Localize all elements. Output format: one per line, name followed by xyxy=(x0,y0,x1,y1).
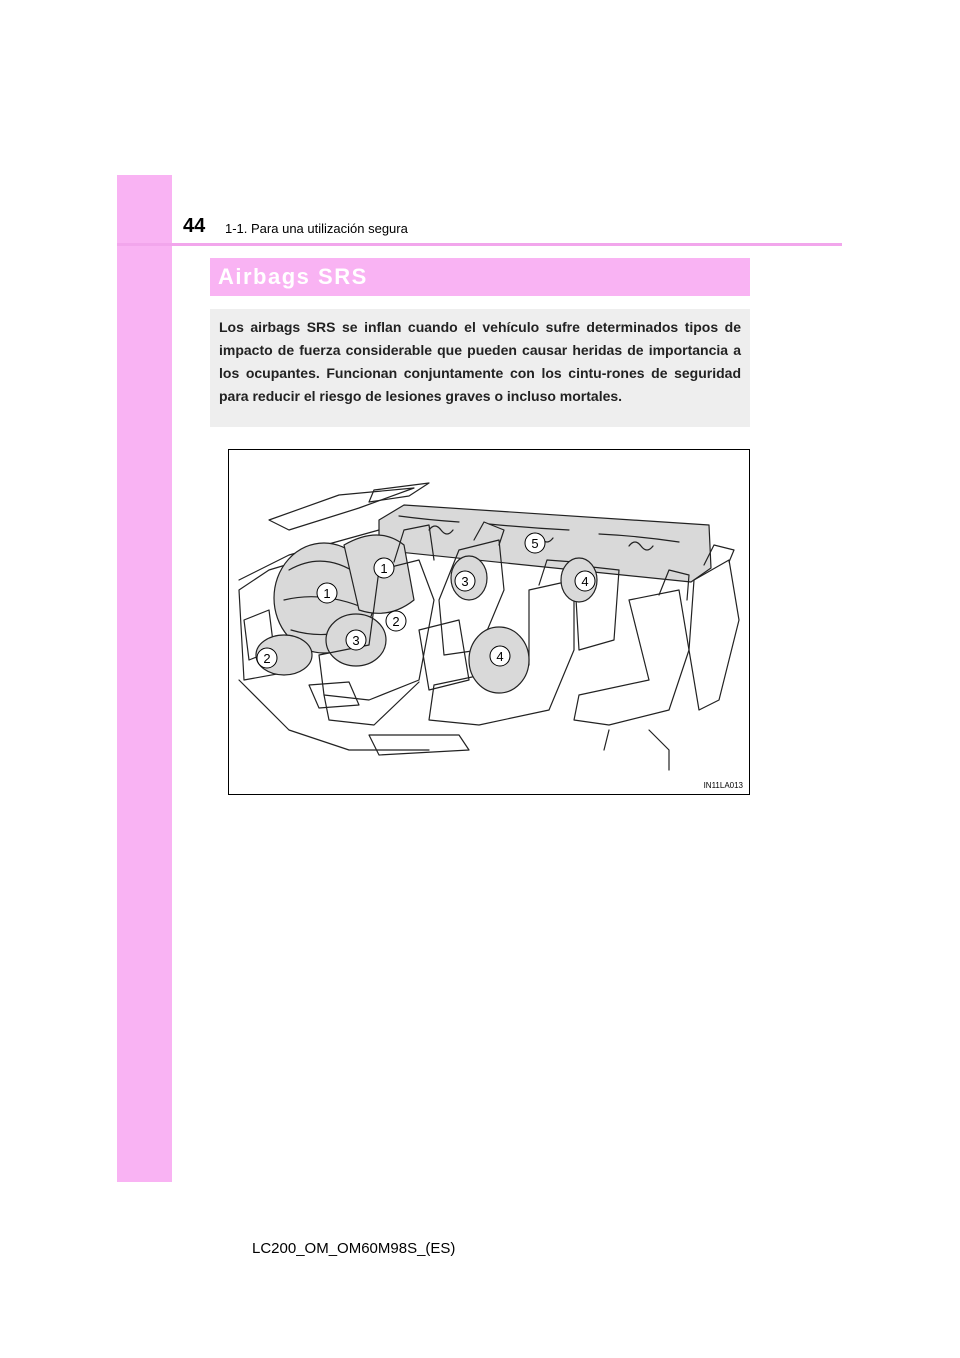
callout-2-lower xyxy=(257,648,277,668)
airbag-illustration xyxy=(228,449,750,795)
figure-code: IN11LA013 xyxy=(703,781,743,790)
callout-label: 4 xyxy=(496,649,504,664)
page-number: 44 xyxy=(183,215,206,237)
chapter-title: 1-1. Para una utilización segura xyxy=(225,221,408,236)
callout-label: 3 xyxy=(352,633,360,648)
callout-label: 2 xyxy=(392,614,400,629)
callout-label: 2 xyxy=(263,651,271,666)
section-title: Airbags SRS xyxy=(218,264,368,289)
side-tab-band xyxy=(117,175,172,1182)
intro-box xyxy=(210,309,750,427)
callout-4-lower xyxy=(490,646,510,666)
vehicle-interior-drawing xyxy=(229,450,749,794)
callout-label: 1 xyxy=(323,586,331,601)
callout-1-lower xyxy=(317,583,337,603)
callout-2-upper xyxy=(386,611,406,631)
callout-label: 3 xyxy=(461,574,469,589)
callout-label: 5 xyxy=(531,536,539,551)
callout-4-upper xyxy=(575,571,595,591)
footer-document-code: LC200_OM_OM60M98S_(ES) xyxy=(252,1240,456,1257)
intro-text: Los airbags SRS se inflan cuando el vehículo sufre determinados tipos de impacto de fuerza considerable que pueden causar heridas de importancia a los ocupantes. Funcionan conjuntamente con los cintu-rones de seguridad para reducir el riesgo de lesiones graves o incluso mortales. xyxy=(219,319,741,404)
callout-5 xyxy=(525,533,545,553)
header-rule xyxy=(117,243,842,246)
callout-1-upper xyxy=(374,558,394,578)
callout-3-upper xyxy=(455,571,475,591)
callout-3-lower xyxy=(346,630,366,650)
callout-label: 4 xyxy=(581,574,589,589)
callout-label: 1 xyxy=(380,561,388,576)
section-banner xyxy=(210,258,750,296)
